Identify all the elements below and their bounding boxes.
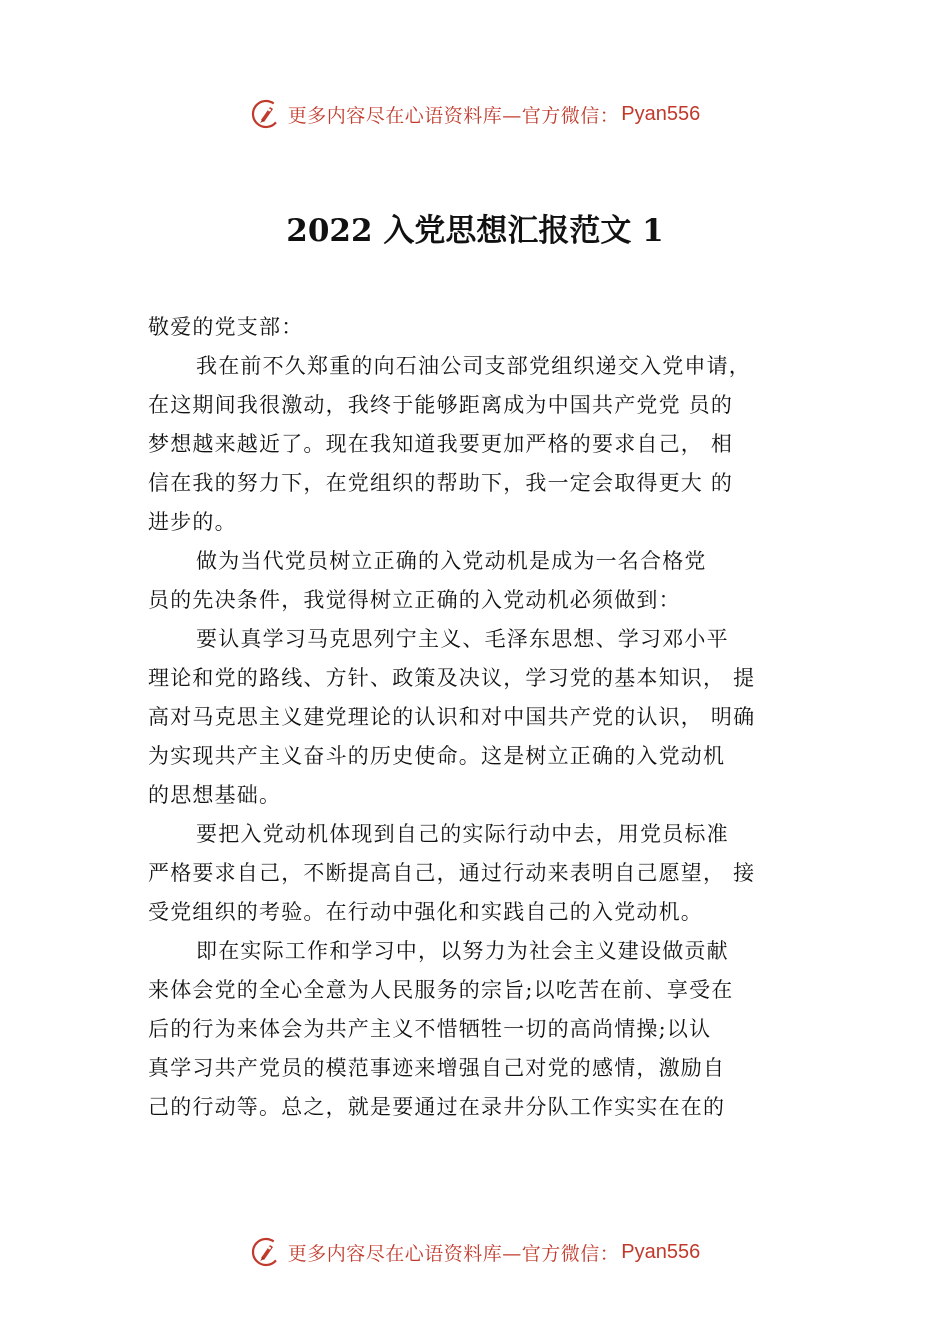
- body-line: 受党组织的考验。在行动中强化和实践自己的入党动机。: [148, 900, 703, 924]
- body-line: 员的先决条件，我觉得树立正确的入党动机必须做到：: [148, 588, 681, 612]
- footer-banner-wechat-id: Pyan556: [621, 1240, 701, 1263]
- footer-banner-text: 更多内容尽在心语资料库—官方微信：: [287, 1242, 620, 1265]
- body-line: 理论和党的路线、方针、政策及决议，学习党的基本知识， 提: [148, 666, 756, 690]
- body-line: 在这期间我很激动，我终于能够距离成为中国共产党党 员的: [148, 393, 734, 417]
- body-line: 真学习共产党员的模范事迹来增强自己对党的感情，激励自: [148, 1056, 726, 1080]
- document-title: 2022 入党思想汇报范文 1: [286, 213, 664, 249]
- body-line: 己的行动等。总之，就是要通过在录井分队工作实实在在的: [148, 1095, 726, 1119]
- body-line: 要认真学习马克思列宁主义、毛泽东思想、学习邓小平: [196, 627, 729, 651]
- header-banner-text: 更多内容尽在心语资料库—官方微信：: [287, 104, 620, 127]
- body-line: 做为当代党员树立正确的入党动机是成为一名合格党: [196, 549, 707, 573]
- pen-nib-circle-icon: [250, 98, 282, 130]
- body-line: 后的行为来体会为共产主义不惜牺牲一切的高尚情操;以认: [148, 1017, 712, 1041]
- body-line: 我在前不久郑重的向石油公司支部党组织递交入党申请，: [196, 354, 751, 378]
- header-banner: [0, 94, 950, 134]
- body-line: 即在实际工作和学习中，以努力为社会主义建设做贡献: [196, 939, 729, 963]
- pen-nib-circle-icon: [250, 1236, 282, 1268]
- footer-banner: [0, 1232, 950, 1272]
- document-body: [148, 312, 828, 1131]
- body-line: 严格要求自己，不断提高自己，通过行动来表明自己愿望， 接: [148, 861, 756, 885]
- body-line: 进步的。: [148, 510, 237, 534]
- body-line: 要把入党动机体现到自己的实际行动中去，用党员标准: [196, 822, 729, 846]
- body-line: 信在我的努力下，在党组织的帮助下，我一定会取得更大 的: [148, 471, 734, 495]
- body-line: 梦想越来越近了。现在我知道我要更加严格的要求自己， 相: [148, 432, 734, 456]
- header-banner-wechat-id: Pyan556: [621, 102, 701, 125]
- body-line: 来体会党的全心全意为人民服务的宗旨;以吃苦在前、享受在: [148, 978, 734, 1002]
- body-line: 敬爱的党支部：: [148, 315, 304, 339]
- body-line: 的思想基础。: [148, 783, 282, 807]
- body-line: 为实现共产主义奋斗的历史使命。这是树立正确的入党动机: [148, 744, 726, 768]
- body-line: 高对马克思主义建党理论的认识和对中国共产党的认识， 明确: [148, 705, 756, 729]
